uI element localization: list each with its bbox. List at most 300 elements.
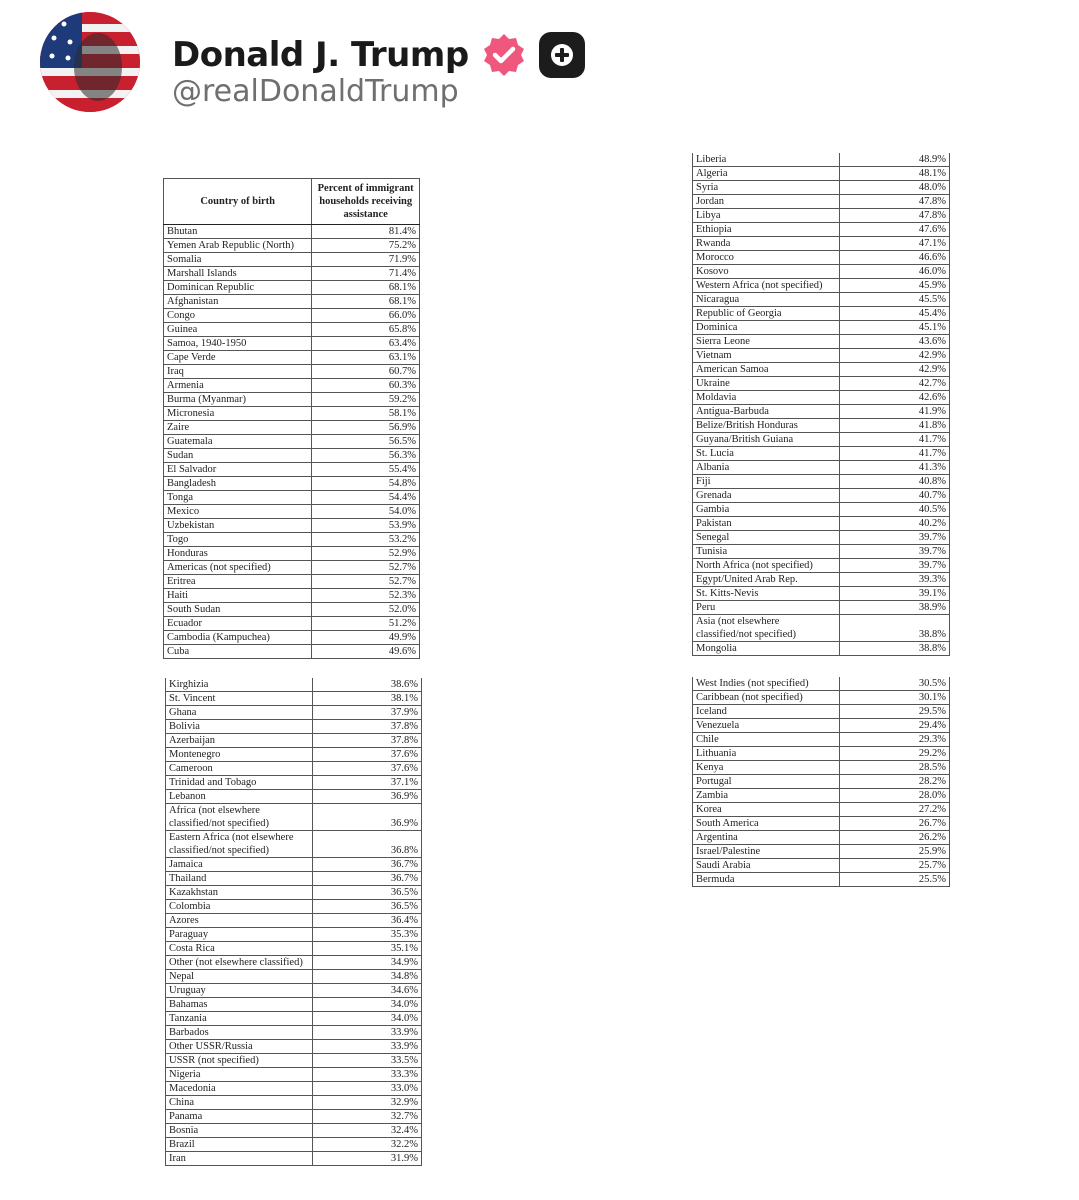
table-row [164,309,420,323]
percent-cell: 26.2% [839,831,949,845]
table-row [164,323,420,337]
percent-cell: 71.4% [312,267,420,281]
table-row [693,761,950,775]
country-cell: Cuba [164,645,312,659]
country-cell: Mexico [164,505,312,519]
country-cell: South Sudan [164,603,312,617]
country-cell: Azerbaijan [166,734,313,748]
percent-cell: 33.9% [312,1040,421,1054]
country-cell: North Africa (not specified) [693,559,840,573]
table-row [166,678,422,692]
country-cell: Montenegro [166,748,313,762]
percent-cell: 33.3% [312,1068,421,1082]
percent-cell: 47.1% [839,237,949,251]
table-row [693,642,950,656]
table-row [166,970,422,984]
table-row [693,489,950,503]
country-cell: Western Africa (not specified) [693,279,840,293]
country-cell: Cambodia (Kampuchea) [164,631,312,645]
percent-cell: 68.1% [312,281,420,295]
table-row [164,519,420,533]
table-row [164,533,420,547]
percent-cell: 41.7% [839,447,949,461]
table-row [693,363,950,377]
percent-cell: 36.4% [312,914,421,928]
percent-cell: 32.4% [312,1124,421,1138]
percent-cell: 39.7% [839,545,949,559]
table-row [166,1068,422,1082]
percent-cell: 42.7% [839,377,949,391]
table-row [164,631,420,645]
country-cell: Libya [693,209,840,223]
table-row [166,914,422,928]
country-cell: Other (not elsewhere classified) [166,956,313,970]
percent-cell: 66.0% [312,309,420,323]
country-cell: Tunisia [693,545,840,559]
table-row [166,1138,422,1152]
percent-cell: 54.0% [312,505,420,519]
country-cell: Kosovo [693,265,840,279]
percent-cell: 35.3% [312,928,421,942]
percent-cell: 53.2% [312,533,420,547]
table-row [693,587,950,601]
percent-cell: 32.7% [312,1110,421,1124]
table-row [693,531,950,545]
percent-cell: 52.7% [312,561,420,575]
percent-cell: 39.7% [839,559,949,573]
percent-cell: 47.8% [839,209,949,223]
table-row [166,1096,422,1110]
percent-cell: 48.1% [839,167,949,181]
percent-cell: 36.5% [312,886,421,900]
table-row [166,692,422,706]
percent-cell: 48.0% [839,181,949,195]
country-cell: Eastern Africa (not elsewhere classified/not specified) [166,831,313,858]
country-cell: Haiti [164,589,312,603]
percent-cell: 63.4% [312,337,420,351]
percent-cell: 75.2% [312,239,420,253]
table-row [693,573,950,587]
table-row [164,393,420,407]
country-cell: Iran [166,1152,313,1166]
country-cell: Tanzania [166,1012,313,1026]
country-cell: Burma (Myanmar) [164,393,312,407]
percent-cell: 36.7% [312,858,421,872]
avatar[interactable] [40,12,140,112]
country-cell: Portugal [693,775,840,789]
percent-cell: 42.9% [839,363,949,377]
table-row [693,859,950,873]
table-row [693,503,950,517]
country-cell: El Salvador [164,463,312,477]
table-row [164,645,420,659]
table-row [164,561,420,575]
country-cell: Tonga [164,491,312,505]
country-cell: Senegal [693,531,840,545]
country-cell: Algeria [693,167,840,181]
table-row [164,477,420,491]
percent-cell: 32.9% [312,1096,421,1110]
table-row [166,762,422,776]
country-cell: Kazakhstan [166,886,313,900]
country-cell: Yemen Arab Republic (North) [164,239,312,253]
table-row [164,379,420,393]
country-cell: Zambia [693,789,840,803]
percent-cell: 38.8% [839,642,949,656]
table-row [693,789,950,803]
table-row [166,1026,422,1040]
percent-cell: 37.8% [312,720,421,734]
country-cell: Lithuania [693,747,840,761]
country-cell: Thailand [166,872,313,886]
assistance-table-part-4 [692,677,950,887]
percent-cell: 39.3% [839,573,949,587]
percent-cell: 54.4% [312,491,420,505]
percent-cell: 39.1% [839,587,949,601]
country-cell: Bolivia [166,720,313,734]
percent-cell: 28.0% [839,789,949,803]
table-row [693,775,950,789]
percent-cell: 37.6% [312,762,421,776]
table-row [693,419,950,433]
country-cell: Guatemala [164,435,312,449]
country-cell: Moldavia [693,391,840,405]
country-cell: Antigua-Barbuda [693,405,840,419]
percent-cell: 36.5% [312,900,421,914]
table-row [693,167,950,181]
country-cell: Liberia [693,153,840,167]
table-row [166,956,422,970]
percent-cell: 60.3% [312,379,420,393]
table-row [693,461,950,475]
table-row [164,547,420,561]
country-cell: Jamaica [166,858,313,872]
country-cell: Sudan [164,449,312,463]
country-cell: USSR (not specified) [166,1054,313,1068]
table-row [693,691,950,705]
table-row [693,377,950,391]
percent-cell: 63.1% [312,351,420,365]
country-cell: Peru [693,601,840,615]
percent-cell: 34.8% [312,970,421,984]
assistance-table-part-1 [163,178,420,659]
country-cell: Bermuda [693,873,840,887]
table-row [164,351,420,365]
country-cell: Colombia [166,900,313,914]
country-cell: Caribbean (not specified) [693,691,840,705]
table-row [693,335,950,349]
country-cell: St. Vincent [166,692,313,706]
country-cell: Dominican Republic [164,281,312,295]
table-row [693,433,950,447]
percent-cell: 37.9% [312,706,421,720]
percent-cell: 58.1% [312,407,420,421]
country-cell: Lebanon [166,790,313,804]
table-row [164,603,420,617]
country-cell: Mongolia [693,642,840,656]
percent-cell: 38.8% [839,615,949,642]
table-row [164,407,420,421]
percent-cell: 34.0% [312,1012,421,1026]
country-cell: Vietnam [693,349,840,363]
table-row [166,900,422,914]
percent-cell: 45.1% [839,321,949,335]
country-cell: Korea [693,803,840,817]
country-cell: Saudi Arabia [693,859,840,873]
percent-cell: 56.9% [312,421,420,435]
country-cell: Egypt/United Arab Rep. [693,573,840,587]
percent-cell: 40.5% [839,503,949,517]
table-row [693,817,950,831]
percent-cell: 51.2% [312,617,420,631]
country-cell: Jordan [693,195,840,209]
table-row [166,776,422,790]
percent-cell: 34.0% [312,998,421,1012]
country-cell: Albania [693,461,840,475]
percent-cell: 28.2% [839,775,949,789]
table-row [166,998,422,1012]
percent-cell: 41.7% [839,433,949,447]
plus-icon [548,41,576,69]
percent-cell: 38.1% [312,692,421,706]
country-cell: Micronesia [164,407,312,421]
country-cell: Belize/British Honduras [693,419,840,433]
country-cell: West Indies (not specified) [693,677,840,691]
table-row [164,575,420,589]
percent-cell: 46.0% [839,265,949,279]
table-row [693,615,950,642]
percent-cell: 81.4% [312,225,420,239]
country-cell: Cameroon [166,762,313,776]
table-row [693,803,950,817]
country-cell: Bosnia [166,1124,313,1138]
table-row [166,1152,422,1166]
table-row [693,209,950,223]
country-cell: Ghana [166,706,313,720]
percent-cell: 28.5% [839,761,949,775]
percent-cell: 34.6% [312,984,421,998]
table-row [693,391,950,405]
percent-cell: 49.9% [312,631,420,645]
percent-cell: 25.5% [839,873,949,887]
table-row [164,365,420,379]
percent-cell: 36.8% [312,831,421,858]
table-row [164,589,420,603]
country-cell: Fiji [693,475,840,489]
country-cell: Uzbekistan [164,519,312,533]
table-row [693,307,950,321]
country-cell: Azores [166,914,313,928]
table-row [164,267,420,281]
table-row [166,1124,422,1138]
table-row [693,475,950,489]
country-cell: Africa (not elsewhere classified/not specified) [166,804,313,831]
percent-cell: 60.7% [312,365,420,379]
percent-cell: 25.7% [839,859,949,873]
post-header [40,12,1040,112]
country-cell: Iceland [693,705,840,719]
percent-cell: 29.3% [839,733,949,747]
table-row [166,790,422,804]
percent-cell: 40.2% [839,517,949,531]
country-cell: Guinea [164,323,312,337]
table-row [693,517,950,531]
percent-cell: 37.6% [312,748,421,762]
table-row [164,239,420,253]
percent-cell: 53.9% [312,519,420,533]
percent-cell: 39.7% [839,531,949,545]
percent-cell: 33.9% [312,1026,421,1040]
country-cell: Nigeria [166,1068,313,1082]
percent-cell: 36.9% [312,804,421,831]
table-row [166,706,422,720]
table-row [693,733,950,747]
percent-cell: 34.9% [312,956,421,970]
country-cell: Bahamas [166,998,313,1012]
table-row [693,349,950,363]
percent-cell: 48.9% [839,153,949,167]
follow-button[interactable] [539,32,585,78]
country-cell: Dominica [693,321,840,335]
percent-cell: 31.9% [312,1152,421,1166]
column-header-percent: Percent of immigrant households receiving assistance [312,179,420,225]
table-row [166,886,422,900]
table-row [164,491,420,505]
table-row [693,601,950,615]
table-row [166,804,422,831]
table-row [164,253,420,267]
table-row [693,153,950,167]
user-handle[interactable]: @realDonaldTrump [172,74,459,109]
percent-cell: 35.1% [312,942,421,956]
percent-cell: 26.7% [839,817,949,831]
table-row [693,279,950,293]
table-row [166,1012,422,1026]
country-cell: Zaire [164,421,312,435]
country-cell: Honduras [164,547,312,561]
avatar-flag-portrait-icon [40,12,140,112]
percent-cell: 45.9% [839,279,949,293]
percent-cell: 29.2% [839,747,949,761]
country-cell: Rwanda [693,237,840,251]
country-cell: Ukraine [693,377,840,391]
percent-cell: 52.0% [312,603,420,617]
country-cell: St. Kitts-Nevis [693,587,840,601]
table-row [166,858,422,872]
table-row [693,831,950,845]
percent-cell: 46.6% [839,251,949,265]
percent-cell: 25.9% [839,845,949,859]
table-row [164,281,420,295]
percent-cell: 45.4% [839,307,949,321]
table-row [693,321,950,335]
country-cell: Congo [164,309,312,323]
percent-cell: 32.2% [312,1138,421,1152]
table-row [693,405,950,419]
table-row [166,1054,422,1068]
percent-cell: 43.6% [839,335,949,349]
percent-cell: 52.3% [312,589,420,603]
percent-cell: 54.8% [312,477,420,491]
display-name[interactable]: Donald J. Trump [172,35,469,75]
percent-cell: 42.9% [839,349,949,363]
country-cell: Eritrea [164,575,312,589]
country-cell: Bhutan [164,225,312,239]
percent-cell: 38.9% [839,601,949,615]
table-row [693,677,950,691]
country-cell: South America [693,817,840,831]
percent-cell: 30.1% [839,691,949,705]
percent-cell: 56.5% [312,435,420,449]
table-row [693,251,950,265]
table-row [164,337,420,351]
table-row [164,435,420,449]
percent-cell: 30.5% [839,677,949,691]
percent-cell: 40.8% [839,475,949,489]
country-cell: Macedonia [166,1082,313,1096]
country-cell: Republic of Georgia [693,307,840,321]
percent-cell: 41.9% [839,405,949,419]
percent-cell: 41.8% [839,419,949,433]
country-cell: Somalia [164,253,312,267]
country-cell: Argentina [693,831,840,845]
percent-cell: 52.9% [312,547,420,561]
country-cell: China [166,1096,313,1110]
country-cell: St. Lucia [693,447,840,461]
table-row [693,873,950,887]
table-row [166,984,422,998]
country-cell: Ecuador [164,617,312,631]
percent-cell: 36.9% [312,790,421,804]
country-cell: Guyana/British Guiana [693,433,840,447]
assistance-table-part-3 [165,678,422,1166]
table-row [693,181,950,195]
percent-cell: 59.2% [312,393,420,407]
country-cell: Bangladesh [164,477,312,491]
percent-cell: 68.1% [312,295,420,309]
table-row [166,942,422,956]
column-header-country: Country of birth [164,179,312,225]
table-row [693,447,950,461]
country-cell: Panama [166,1110,313,1124]
country-cell: Israel/Palestine [693,845,840,859]
country-cell: Marshall Islands [164,267,312,281]
table-row [164,449,420,463]
country-cell: Sierra Leone [693,335,840,349]
country-cell: Other USSR/Russia [166,1040,313,1054]
country-cell: Nicaragua [693,293,840,307]
table-row [164,505,420,519]
percent-cell: 33.0% [312,1082,421,1096]
country-cell: Gambia [693,503,840,517]
table-row [166,1110,422,1124]
table-row [164,295,420,309]
percent-cell: 36.7% [312,872,421,886]
table-row [693,265,950,279]
table-row [693,559,950,573]
table-row [693,747,950,761]
country-cell: Asia (not elsewhere classified/not specified) [693,615,840,642]
percent-cell: 42.6% [839,391,949,405]
table-row [164,421,420,435]
country-cell: Americas (not specified) [164,561,312,575]
table-row [164,617,420,631]
country-cell: Uruguay [166,984,313,998]
table-row [166,720,422,734]
country-cell: Afghanistan [164,295,312,309]
percent-cell: 40.7% [839,489,949,503]
table-row [693,705,950,719]
